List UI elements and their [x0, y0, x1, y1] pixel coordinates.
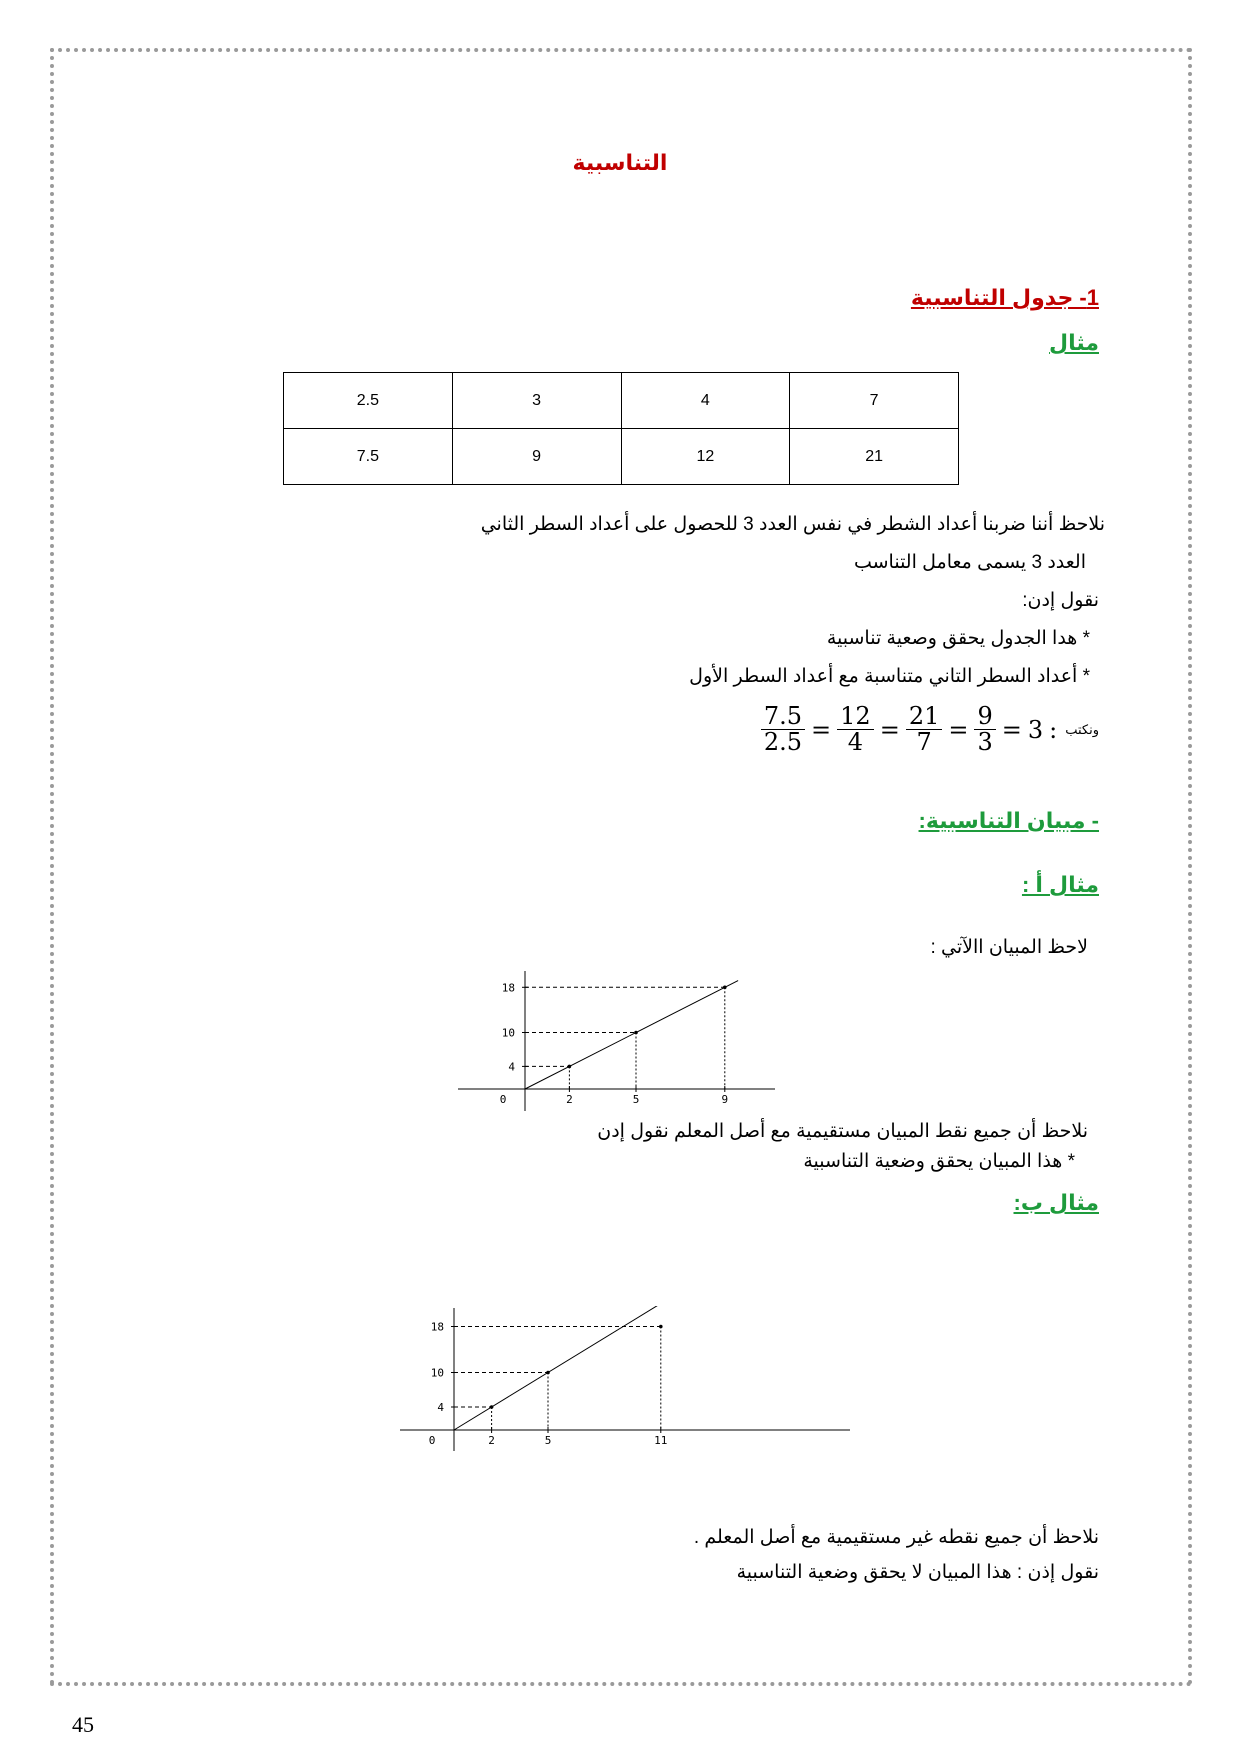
- x-tick-label: 9: [721, 1093, 729, 1106]
- table-cell: 9: [452, 429, 621, 485]
- paragraph-coefficient: العدد 3 يسمى معامل التناسب: [853, 552, 1086, 573]
- fraction: [761, 704, 805, 755]
- section-2-heading: - مبيان التناسبية:: [918, 808, 1099, 833]
- write-label: ونكتب: [1065, 721, 1099, 737]
- table-cell: 4: [621, 373, 790, 429]
- conclusion-a-1: نلاحظ أن جميع نقط المبيان مستقيمية مع أصل المعلم نقول إدن: [597, 1121, 1088, 1142]
- denominator: 7: [916, 728, 932, 757]
- numerator: 21: [906, 704, 943, 730]
- chart-a: [455, 966, 785, 1111]
- equation-row: [761, 704, 1099, 755]
- data-point: [490, 1405, 494, 1409]
- conclusion-b-1: نلاحظ أن جميع نقطه غير مستقيمية مع أصل المعلم .: [693, 1527, 1099, 1548]
- table-cell: 12: [621, 429, 790, 485]
- y-tick-label: 4: [437, 1401, 444, 1414]
- x-tick-label: 2: [566, 1093, 573, 1106]
- denominator: 4: [847, 728, 864, 757]
- proportion-line: [525, 981, 738, 1089]
- fraction: [906, 704, 943, 755]
- table-cell: 2.5: [284, 373, 453, 429]
- data-point: [546, 1371, 550, 1375]
- table-cell: 7.5: [284, 429, 453, 485]
- paragraph-observation: نلاحظ أننا ضربنا أعداد الشطر في نفس العدد 3 للحصول على أعداد السطر الثاني: [480, 514, 1105, 535]
- y-tick-label: 10: [430, 1366, 444, 1380]
- denominator: 3: [977, 728, 993, 757]
- x-tick-label: 0: [499, 1093, 507, 1106]
- x-tick-label: 5: [544, 1434, 552, 1447]
- x-tick-label: 0: [428, 1434, 436, 1447]
- y-tick-label: 4: [508, 1060, 515, 1074]
- table-cell: 3: [452, 373, 621, 429]
- data-point: [568, 1065, 572, 1069]
- data-point: [634, 1031, 638, 1035]
- equals-sign: =: [948, 715, 969, 744]
- numerator: 7.5: [761, 704, 805, 730]
- page-title: التناسبية: [572, 150, 668, 175]
- equation-colon: :: [1049, 715, 1058, 744]
- numerator: 12: [837, 704, 874, 730]
- y-tick-label: 18: [430, 1320, 444, 1334]
- proportionality-table: [283, 372, 959, 485]
- x-tick-label: 2: [488, 1434, 495, 1447]
- example-a-label: مثال أ :: [1021, 872, 1099, 897]
- equals-sign: =: [1001, 715, 1022, 744]
- y-tick-label: 10: [501, 1026, 515, 1040]
- x-tick-label: 11: [654, 1434, 668, 1447]
- data-point: [723, 986, 727, 990]
- x-tick-label: 5: [632, 1093, 640, 1106]
- chart-b: [400, 1306, 850, 1451]
- paragraph-bullet-2: * أعداد السطر التاني متناسبة مع أعداد السطر الأول: [689, 666, 1090, 687]
- y-tick-label: 18: [501, 981, 515, 995]
- table-row: [284, 373, 959, 429]
- conclusion-a-2: * هذا المبيان يحقق وضعية التناسبية: [803, 1151, 1075, 1172]
- equation-result: 3: [1027, 715, 1044, 744]
- conclusion-b-2: نقول إذن : هذا المبيان لا يحقق وضعية التناسبية: [736, 1562, 1099, 1583]
- denominator: 2.5: [763, 728, 803, 757]
- proportion-line: [454, 1306, 698, 1430]
- page-number: 45: [72, 1712, 94, 1737]
- observe-text: لاحظ المبيان االآتي :: [930, 937, 1088, 958]
- table-row: [284, 429, 959, 485]
- paragraph-we-say: نقول إدن:: [1022, 590, 1099, 611]
- paragraph-bullet-1: * هدا الجدول يحقق وصعية تناسبية: [826, 628, 1090, 649]
- section-1-heading: 1- جدول التناسبية: [910, 285, 1099, 310]
- example-label: مثال: [1049, 330, 1099, 355]
- table-cell: 21: [790, 429, 959, 485]
- fraction: [974, 704, 995, 755]
- equals-sign: =: [811, 715, 832, 744]
- example-b-label: مثال ب:: [1013, 1190, 1099, 1215]
- equals-sign: =: [879, 715, 900, 744]
- data-point: [659, 1325, 663, 1329]
- table-cell: 7: [790, 373, 959, 429]
- fraction: [837, 704, 874, 755]
- numerator: 9: [974, 704, 995, 730]
- fraction-equation: [761, 704, 1057, 755]
